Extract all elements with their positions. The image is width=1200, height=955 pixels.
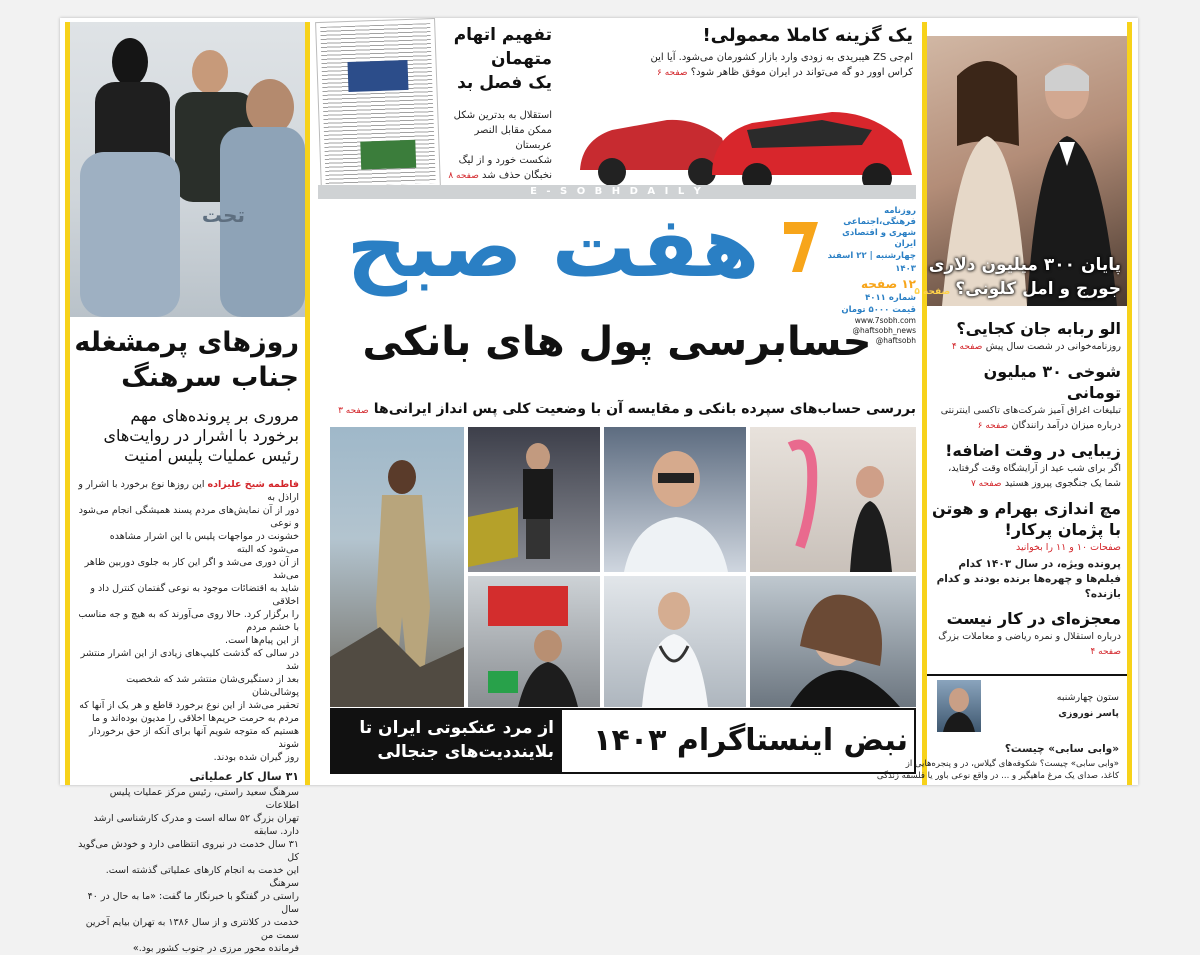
sport-title-2: متهمان: [491, 49, 552, 69]
left-story-column: [65, 22, 310, 954]
teaser-item: [931, 608, 1121, 660]
sport-text-line: استقلال به بدترین شکل: [453, 110, 552, 121]
car-ref: صفحه ۶: [657, 68, 688, 78]
teaser-ref: صفحه ۴: [951, 342, 983, 352]
column-text-1: «وابی سابی» چیست؟ شکوفه‌های گیلاس، در و پنجره‌هایی از: [905, 759, 1119, 769]
teaser-ref: صفحه ۷: [970, 479, 1002, 489]
left-body-line: بعد از دستگیری‌شان منتشر شد که شخصیت پوشالی‌شان: [126, 674, 299, 698]
collage-photo-doctor: [604, 427, 746, 572]
left-subhead-2: برخورد با اشرار در روایت‌های: [103, 426, 299, 445]
left-body2-line: این خدمت به انجام کارهای عملیاتی گذشته است. سرهنگ: [105, 865, 299, 889]
logo-seven-badge: [780, 216, 822, 276]
teaser-text: تبلیغات اغراق آمیز شرکت‌های تاکسی اینترنتی درباره میزان درآمد رانندگان: [940, 405, 1121, 431]
social-1: @haftsobh_news: [852, 326, 916, 335]
teaser-title: معجزه‌ای در کار نیست: [946, 609, 1121, 628]
left-subhead-1: مروری بر پرونده‌های مهم: [130, 406, 299, 425]
teaser-title: شوخی ۳۰ میلیون تومانی: [983, 362, 1121, 402]
left-body-line: تحقیر می‌شد از این نوع برخورد قاطع و هر یک از آنها که: [79, 700, 299, 711]
teaser-item: [931, 440, 1121, 492]
collage-photo-car: [468, 427, 600, 572]
collage-photo-store: [468, 576, 600, 707]
teaser-title: مچ اندازی بهرام و هوتن با پژمان پرکار!: [931, 499, 1121, 539]
column-label: ستون چهارشنبه: [1056, 692, 1119, 703]
instagram-banner-title: نبض اینستاگرام ۱۴۰۳: [593, 723, 908, 758]
column-author: پاسر نوروزی: [1058, 708, 1119, 719]
sport-text-line: نخبگان حذف شد: [482, 170, 552, 181]
car-title: یک گزینه کاملا معمولی!: [702, 25, 913, 46]
left-body2-line: سرهنگ سعید راستی، رئیس مرکز عملیات پلیس اطلاعات: [109, 787, 299, 811]
main-subhead-row: [318, 398, 916, 419]
left-subhead-3: رئیس عملیات پلیس امنیت: [124, 446, 299, 465]
clooney-ref: صفحه ۵: [914, 287, 951, 297]
left-body-line: مردم به حرمت حریم‌ها اخلاقی را مدیون بوده‌اند و ما: [92, 713, 299, 724]
left-body2-line: ۳۱ سال خدمت در نیروی انتظامی دارد و خودش می‌گوید کل: [78, 839, 299, 863]
column-divider: [927, 674, 1127, 676]
car-text-line: ام‌جی ZS هیبریدی به زودی وارد بازار کشورمان می‌شود. آیا این: [650, 52, 913, 63]
svg-text:تحت: تحت: [201, 203, 245, 227]
teaser-title: الو ربابه جان کجایی؟: [956, 319, 1121, 338]
left-body-line: در سالی که گذشت کلیپ‌های زیادی از این اشرار منتشر شد: [80, 648, 299, 672]
left-headline-1: روزهای پرمشغله: [74, 327, 299, 358]
left-body-line: را برگزار کرد. حالا روی می‌آورند که به هیچ و جه مناسب با خشم مردم: [78, 609, 299, 633]
page-count: ۱۲ صفحه: [861, 277, 916, 291]
main-sub-ref: صفحه ۳: [338, 406, 369, 416]
left-body-line: روز گیران شده بودند.: [213, 752, 299, 763]
car-photo: [572, 90, 917, 195]
instagram-collage: [330, 427, 916, 707]
newspaper-page: [60, 18, 1138, 954]
teaser-ref: صفحه ۶: [977, 421, 1009, 431]
sport-title-1: تفهیم اتهام: [453, 25, 552, 45]
brand-latin: E - S O B H D A I L Y: [530, 186, 704, 197]
left-body2-line: راستی در گفتگو با خبرنگار ما گفت: «ما به حال در ۴۰ سال: [87, 891, 299, 915]
tagline-2: شهری و اقتصادی ایران: [842, 228, 916, 249]
collage-photo-mountain: [330, 427, 464, 707]
teaser-item: [931, 361, 1121, 434]
left-body-line: این روزها نوع برخورد با اشرار و اراذل به: [78, 479, 299, 503]
issue-price: قیمت ۵۰۰۰ تومان: [841, 305, 916, 315]
collage-photo-woman: [750, 576, 916, 707]
sport-text-line: ممکن مقابل النصر عربستان: [474, 125, 552, 151]
columnist-avatar: [937, 680, 981, 732]
clooney-title-2: جورج و امل کلونی؟: [955, 279, 1121, 299]
car-text-line: کراس اوور دو گه می‌تواند در ایران موفق ظاهر شود؟: [690, 67, 913, 78]
column-text-2: کاغذ، صدای یک مرغ ماهیگیر و ... در واقع نوعی باور یا فلسفه زندگی: [876, 771, 1119, 781]
teaser-item: [931, 557, 1121, 602]
main-headline: حسابرسی پول های بانکی: [362, 319, 872, 365]
left-body-line: شاید به اقتضائات موجود به نوعی گفتمان کنترل داد و اخلاقی: [90, 583, 299, 607]
social-2: @haftsobh: [875, 336, 916, 345]
sport-thumbnail: [315, 18, 441, 192]
tagline-1: روزنامه فرهنگی،اجتماعی: [843, 206, 916, 227]
main-subhead: بررسی حساب‌های سپرده بانکی و مقایسه آن با وضعیت کلی پس انداز ایرانی‌ها: [373, 401, 916, 417]
left-body: [77, 478, 299, 955]
instagram-banner-side: [332, 710, 562, 772]
teaser-text: صفحات ۱۰ و ۱۱ را بخوانید: [1015, 542, 1121, 553]
issue-number: شماره ۴۰۱۱: [865, 293, 916, 303]
teaser-item: [931, 498, 1121, 555]
instagram-banner: [330, 708, 916, 774]
teaser-ref: صفحه ۴: [1090, 647, 1121, 657]
column-title: «وابی سابی» چیست؟: [1004, 743, 1119, 755]
teaser-text: پرونده ویژه، در سال ۱۴۰۳ کدام فیلم‌ها و چهره‌ها برنده بودند و کدام بازنده؟: [936, 558, 1121, 600]
masthead-logo: هفت صبح: [346, 198, 760, 296]
sport-ref: صفحه ۸: [448, 171, 479, 181]
teaser-text: درباره استقلال و نمره ریاضی و معاملات بزرگ: [938, 631, 1121, 642]
police-photo: [70, 22, 305, 317]
sport-title-3: یک فصل بد: [457, 73, 552, 93]
left-section-title: ۳۱ سال کار عملیاتی: [189, 770, 299, 783]
website: www.7sobh.com: [854, 316, 916, 325]
car-text: [558, 50, 913, 81]
left-author: فاطمه شیخ علیزاده: [207, 479, 299, 490]
right-teasers: [931, 318, 1121, 660]
sport-text-line: شکست خورد و از لیگ: [458, 155, 552, 166]
teaser-text: اگر برای شب عید از آرایشگاه وقت گرفتاید، شما یک جنگجوی پیروز هستید: [948, 463, 1121, 489]
teaser-text: روزنامه‌خوانی در شصت سال پیش: [985, 341, 1121, 352]
left-body2-line: خدمت در کلانتری و از سال ۱۳۸۶ به تهران بیایم آخرین سمت من: [85, 917, 299, 941]
left-headline-2: جناب سرهنگ: [121, 362, 299, 393]
teaser-item: [931, 318, 1121, 355]
left-body-line: هستیم که متوجه شویم آنها برای آنکه از حق برخوردار شوند: [89, 726, 299, 750]
sport-text: [440, 108, 552, 184]
left-body-line: خشونت در مواجهات پلیس با این اشرار مشاهده می‌شود که البته: [109, 531, 299, 555]
instagram-banner-line: از مرد عنکبوتی ایران تا: [359, 718, 554, 738]
left-body-line: از این پیام‌ها است.: [225, 635, 299, 646]
issue-date: چهارشنبه | ۲۲ اسفند ۱۴۰۳: [827, 251, 916, 274]
left-body2-line: فرمانده محور مرزی در جنوب کشور بود.»: [132, 943, 299, 954]
collage-photo-mirror: [604, 576, 746, 707]
collage-photo-flamingo: [750, 427, 916, 572]
teaser-title: زیبایی در وقت اضافه!: [945, 441, 1121, 460]
left-body2-line: تهران بزرگ ۵۲ ساله است و مدرک کارشناسی ارشد دارد. سابقه: [93, 813, 299, 837]
instagram-banner-line: بلاینددیت‌های جنجالی: [377, 742, 554, 762]
clooney-title-2-row: [914, 278, 1121, 300]
left-body-line: از آن دوری می‌شد و اگر این کار به جلوی دوربین ظاهر می‌شد: [84, 557, 299, 581]
clooney-title-1: پایان ۳۰۰ میلیون دلاری: [928, 255, 1121, 275]
left-body-line: دور از آن نمایش‌های مردم پسند همیشگی انجام می‌شود و نوعی: [78, 505, 299, 529]
